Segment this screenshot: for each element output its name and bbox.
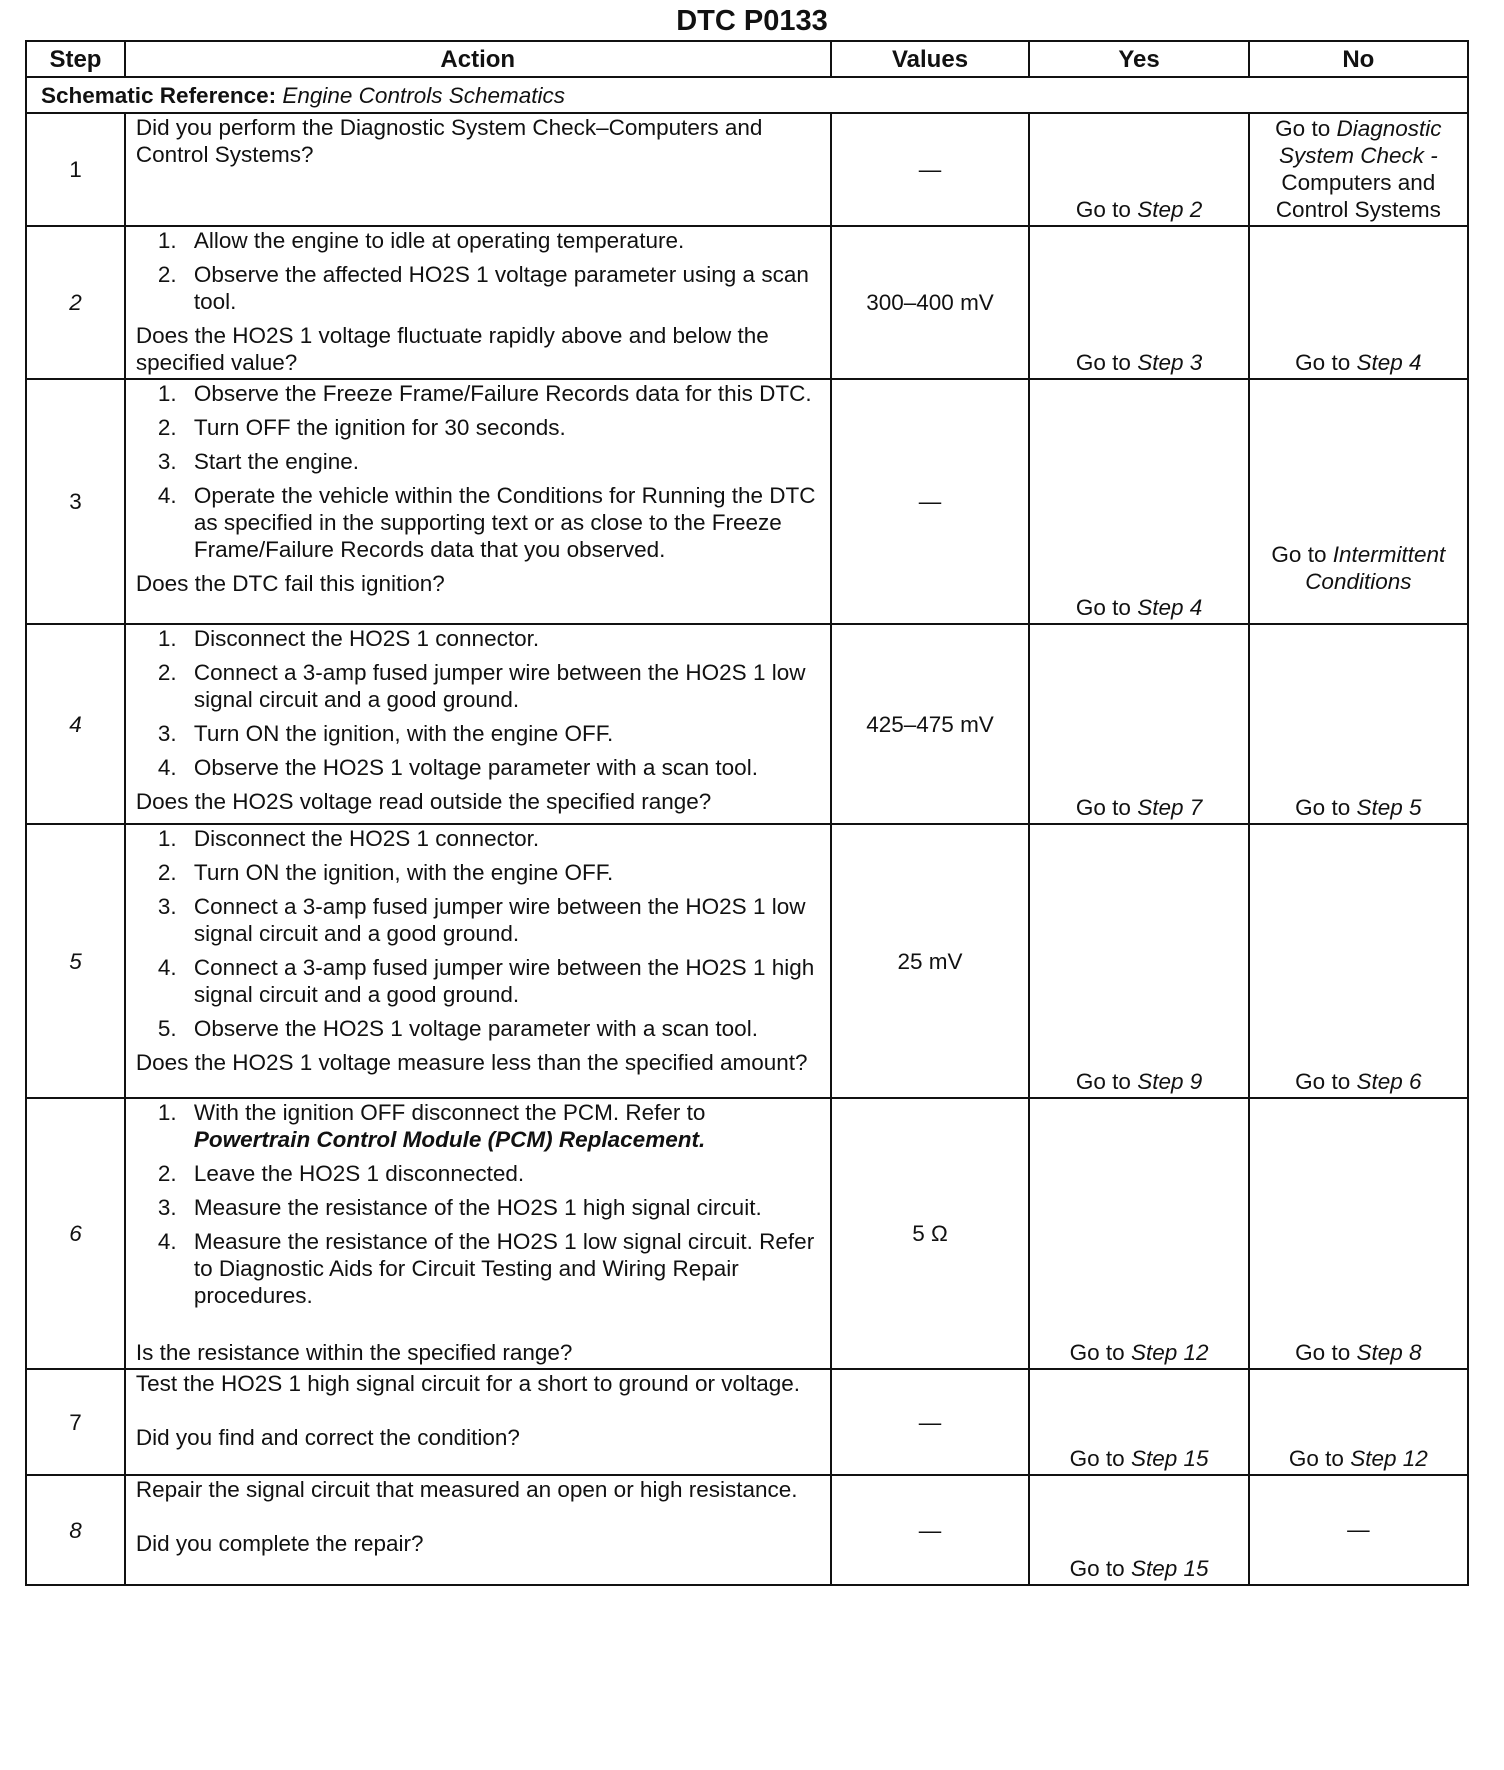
action-item: 4. Operate the vehicle within the Conditions for Running the DTC as specified in the supporting text or as close to the Freeze Frame/Failure Records data that you observed. <box>157 483 816 562</box>
yes-prefix: Go to <box>1075 595 1131 620</box>
schematic-reference-link[interactable]: Engine Controls Schematics <box>282 82 566 108</box>
action-cell <box>125 1369 831 1475</box>
value-cell: — <box>831 113 1030 226</box>
header-action: Action <box>125 41 831 77</box>
no-cell[interactable] <box>1249 379 1468 624</box>
header-step: Step <box>26 41 125 77</box>
no-prefix: Go to <box>1295 1340 1351 1365</box>
step-number: 6 <box>26 1098 125 1369</box>
step-number: 4 <box>26 624 125 824</box>
action-item: 2. Connect a 3-amp fused jumper wire between the HO2S 1 low signal circuit and a good ground. <box>157 660 806 712</box>
yes-prefix: Go to <box>1069 1556 1125 1581</box>
table-row-step-8 <box>26 1475 1468 1585</box>
step-number: 3 <box>26 379 125 624</box>
action-item: 1. Allow the engine to idle at operating temperature. <box>157 228 685 253</box>
yes-prefix: Go to <box>1069 1340 1125 1365</box>
step-number: 1 <box>26 113 125 226</box>
yes-cell[interactable] <box>1029 824 1248 1098</box>
yes-cell[interactable] <box>1029 624 1248 824</box>
action-item: 3. Turn ON the ignition, with the engine OFF. <box>157 721 614 746</box>
yes-target-link[interactable]: Step 12 <box>1130 1340 1209 1365</box>
step-number: 7 <box>26 1369 125 1475</box>
action-item: 3. Measure the resistance of the HO2S 1 high signal circuit. <box>157 1195 762 1220</box>
action-item: 4. Observe the HO2S 1 voltage parameter with a scan tool. <box>157 755 758 780</box>
no-cell[interactable] <box>1249 226 1468 379</box>
action-cell <box>125 1098 831 1369</box>
action-item: 2. Turn OFF the ignition for 30 seconds. <box>157 415 566 440</box>
action-question: Did you find and correct the condition? <box>135 1425 520 1450</box>
no-target-link[interactable]: Step 6 <box>1356 1069 1422 1094</box>
yes-target-link[interactable]: Step 4 <box>1137 595 1203 620</box>
no-prefix: Go to <box>1275 116 1331 141</box>
yes-target-link[interactable]: Step 3 <box>1137 350 1203 375</box>
action-item: 4. Connect a 3-amp fused jumper wire between the HO2S 1 high signal circuit and a good ground. <box>157 955 815 1007</box>
action-question: Is the resistance within the specified range? <box>135 1340 573 1365</box>
action-question: Did you complete the repair? <box>135 1531 424 1556</box>
action-cell <box>125 379 831 624</box>
action-item: 1. Disconnect the HO2S 1 connector. <box>157 626 540 651</box>
yes-prefix: Go to <box>1075 795 1131 820</box>
header-values: Values <box>831 41 1030 77</box>
value-cell: 300–400 mV <box>831 226 1030 379</box>
table-row-step-2 <box>26 226 1468 379</box>
yes-prefix: Go to <box>1075 1069 1131 1094</box>
no-cell[interactable] <box>1249 113 1468 226</box>
yes-target-link[interactable]: Step 15 <box>1130 1556 1209 1581</box>
action-intro: Did you perform the Diagnostic System Check–Computers and Control Systems? <box>135 115 763 167</box>
action-item: 2. Leave the HO2S 1 disconnected. <box>157 1161 525 1186</box>
action-question: Does the HO2S 1 voltage fluctuate rapidly above and below the specified value? <box>135 323 769 375</box>
action-question: Does the HO2S 1 voltage measure less than the specified amount? <box>135 1050 808 1075</box>
step-number: 5 <box>26 824 125 1098</box>
action-question: Does the HO2S voltage read outside the specified range? <box>135 789 712 814</box>
yes-target-link[interactable]: Step 9 <box>1137 1069 1203 1094</box>
value-cell: 5 Ω <box>831 1098 1030 1369</box>
action-item: 1. Disconnect the HO2S 1 connector. <box>157 826 540 851</box>
yes-cell[interactable] <box>1029 1369 1248 1475</box>
action-item: 1. With the ignition OFF disconnect the PCM. Refer to Powertrain Control Module (PCM) Replacement. <box>157 1100 706 1152</box>
action-question: Does the DTC fail this ignition? <box>135 571 445 596</box>
action-cell <box>125 1475 831 1585</box>
no-target-link[interactable]: Diagnostic System Check - <box>1278 116 1442 168</box>
yes-target-link[interactable]: Step 15 <box>1130 1446 1209 1471</box>
no-cell[interactable] <box>1249 1369 1468 1475</box>
action-item: 5. Observe the HO2S 1 voltage parameter with a scan tool. <box>157 1016 758 1041</box>
step-number: 8 <box>26 1475 125 1585</box>
yes-prefix: Go to <box>1075 350 1131 375</box>
yes-cell[interactable] <box>1029 226 1248 379</box>
no-cell: — <box>1249 1475 1468 1585</box>
yes-target-link[interactable]: Step 2 <box>1137 197 1203 222</box>
action-item: 1. Observe the Freeze Frame/Failure Records data for this DTC. <box>157 381 812 406</box>
table-row-step-3 <box>26 379 1468 624</box>
no-cell[interactable] <box>1249 824 1468 1098</box>
no-prefix: Go to <box>1295 350 1351 375</box>
no-target-link[interactable]: Intermittent Conditions <box>1305 542 1446 594</box>
header-row <box>26 41 1468 77</box>
no-target-link[interactable]: Step 8 <box>1356 1340 1422 1365</box>
action-intro: Repair the signal circuit that measured an open or high resistance. <box>135 1477 798 1502</box>
no-prefix: Go to <box>1288 1446 1344 1471</box>
action-list <box>136 1099 820 1309</box>
action-list <box>136 227 820 315</box>
header-yes: Yes <box>1029 41 1248 77</box>
action-item: 3. Connect a 3-amp fused jumper wire between the HO2S 1 low signal circuit and a good ground. <box>157 894 806 946</box>
action-cell <box>125 113 831 226</box>
yes-prefix: Go to <box>1069 1446 1125 1471</box>
document-title: DTC P0133 <box>676 5 828 37</box>
diagnostic-table <box>25 40 1469 1586</box>
action-cell <box>125 624 831 824</box>
action-list <box>136 625 820 781</box>
table-row-step-5 <box>26 824 1468 1098</box>
value-cell: — <box>831 1475 1030 1585</box>
table-row-step-6 <box>26 1098 1468 1369</box>
schematic-reference-row <box>26 77 1468 113</box>
action-intro: Test the HO2S 1 high signal circuit for a short to ground or voltage. <box>135 1371 801 1396</box>
table-row-step-1 <box>26 113 1468 226</box>
action-list <box>136 825 820 1042</box>
no-target-link[interactable]: Step 12 <box>1350 1446 1428 1471</box>
value-cell: 25 mV <box>831 824 1030 1098</box>
yes-cell[interactable] <box>1029 1098 1248 1369</box>
header-no: No <box>1249 41 1468 77</box>
action-item: 4. Measure the resistance of the HO2S 1 low signal circuit. Refer to Diagnostic Aids for Circuit Testing and Wiring Repair procedures. <box>157 1229 815 1308</box>
action-list <box>136 380 820 563</box>
yes-cell[interactable] <box>1029 379 1248 624</box>
step-number: 2 <box>26 226 125 379</box>
schematic-reference <box>26 77 1468 113</box>
no-prefix: Go to <box>1295 1069 1351 1094</box>
no-cell[interactable] <box>1249 1098 1468 1369</box>
table-row-step-7 <box>26 1369 1468 1475</box>
action-cell <box>125 226 831 379</box>
value-cell: 425–475 mV <box>831 624 1030 824</box>
action-cell <box>125 824 831 1098</box>
no-target-link[interactable]: Step 4 <box>1356 350 1422 375</box>
value-cell: — <box>831 379 1030 624</box>
action-item: 3. Start the engine. <box>157 449 360 474</box>
pcm-replacement-link[interactable]: Powertrain Control Module (PCM) Replacement. <box>193 1127 706 1152</box>
yes-target-link[interactable]: Step 7 <box>1137 795 1203 820</box>
table-row-step-4 <box>26 624 1468 824</box>
no-prefix: Go to <box>1295 795 1351 820</box>
value-cell: — <box>831 1369 1030 1475</box>
yes-cell[interactable] <box>1029 113 1248 226</box>
action-item: 2. Observe the affected HO2S 1 voltage parameter using a scan tool. <box>157 262 809 314</box>
no-target-suffix: Computers and Control Systems <box>1275 170 1441 222</box>
yes-cell[interactable] <box>1029 1475 1248 1585</box>
action-item: 2. Turn ON the ignition, with the engine OFF. <box>157 860 614 885</box>
yes-prefix: Go to <box>1075 197 1131 222</box>
no-prefix: Go to <box>1271 542 1327 567</box>
schematic-reference-label: Schematic Reference: <box>41 82 277 108</box>
no-cell[interactable] <box>1249 624 1468 824</box>
no-target-link[interactable]: Step 5 <box>1356 795 1422 820</box>
